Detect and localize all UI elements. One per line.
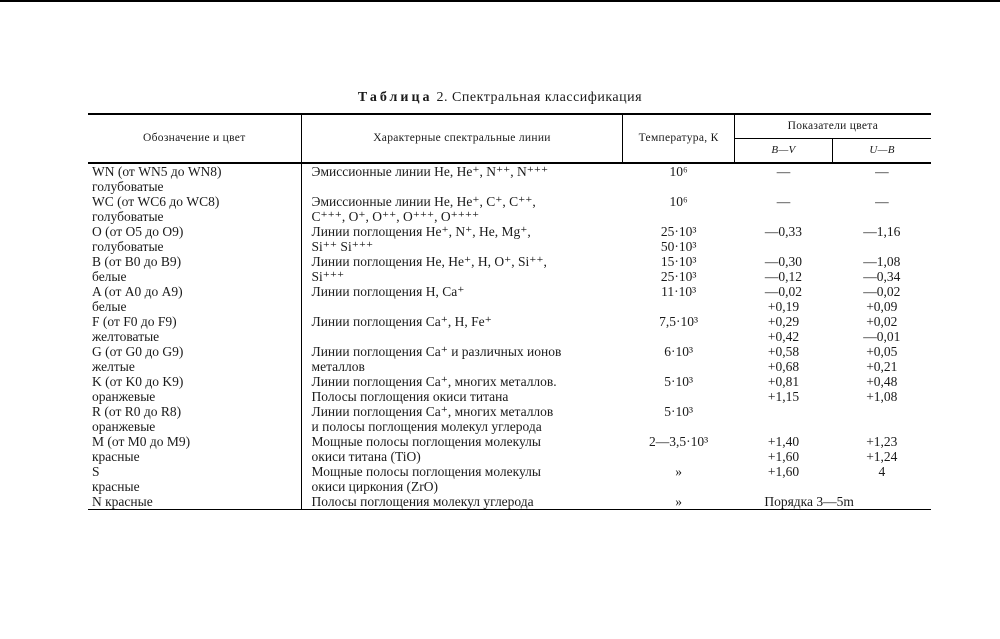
spectral-class: WN (от WN5 до WN8) <box>92 164 222 179</box>
bv-value-2: —0,12 <box>764 269 803 284</box>
ub-value: —0,02 <box>863 284 901 299</box>
caption-prefix: Таблица <box>357 90 433 105</box>
temperature: 10⁶ <box>669 194 688 209</box>
header-lines: Характерные спектральные линии <box>301 114 623 163</box>
table-row <box>88 254 931 284</box>
spectral-lines-cont: Si⁺⁺⁺ <box>311 269 345 284</box>
spectral-class: F (от F0 до F9) <box>92 314 177 329</box>
star-color: голубоватые <box>92 179 164 194</box>
caption-text: 2. Спектральная классификация <box>436 90 643 105</box>
bv-value-2: +0,19 <box>767 299 800 314</box>
ub-value: —1,16 <box>863 224 901 239</box>
bv-value: —0,33 <box>764 224 803 239</box>
spectral-lines: Линии поглощения Ca⁺, многих металлов. <box>311 374 557 389</box>
spectral-lines: Линии поглощения Ca⁺ и различных ионов <box>311 344 562 359</box>
temperature: 5·10³ <box>664 374 693 389</box>
table-row <box>88 163 931 194</box>
temperature: 6·10³ <box>664 344 693 359</box>
spectral-class: M (от M0 до M9) <box>92 434 191 449</box>
ub-value: +1,23 <box>866 434 898 449</box>
table-row <box>88 404 931 434</box>
ub-value: 4 <box>878 464 886 479</box>
bv-value-2: +1,15 <box>767 389 800 404</box>
spectral-lines: Линии поглощения Ca⁺, H, Fe⁺ <box>311 314 492 329</box>
ub-value-2: +1,24 <box>866 449 898 464</box>
temperature: 2—3,5·10³ <box>649 434 709 449</box>
ub-value-2: —0,01 <box>863 329 901 344</box>
temperature: 11·10³ <box>661 284 697 299</box>
bv-value: —0,02 <box>764 284 803 299</box>
spectral-lines-cont: Полосы поглощения окиси титана <box>311 389 509 404</box>
bv-value-2: +0,42 <box>767 329 800 344</box>
temperature-2: 50·10³ <box>660 239 697 254</box>
bv-value: — <box>776 194 791 209</box>
spectral-lines: Линии поглощения Ca⁺, многих металлов <box>311 404 554 419</box>
temperature: » <box>675 464 682 479</box>
bv-value-2: +0,68 <box>767 359 800 374</box>
spectral-class: K (от K0 до K9) <box>92 374 184 389</box>
ub-value: — <box>875 164 889 179</box>
bv-value: +1,60 <box>767 464 800 479</box>
spectral-lines-cont: металлов <box>311 359 365 374</box>
spectral-class: B (от B0 до B9) <box>92 254 182 269</box>
table-row <box>88 194 931 224</box>
star-color: голубоватые <box>92 239 164 254</box>
ub-value: —1,08 <box>863 254 901 269</box>
header-designation: Обозначение и цвет <box>88 114 301 163</box>
star-color: оранжевые <box>92 389 156 404</box>
top-border-line <box>0 0 1000 2</box>
star-color: красные <box>92 479 140 494</box>
header-bv: B—V <box>734 139 832 164</box>
table-row <box>88 344 931 374</box>
spectral-lines: Линии поглощения He, He⁺, H, O⁺, Si⁺⁺, <box>311 254 547 269</box>
spectral-lines: Мощные полосы поглощения молекулы <box>311 434 541 449</box>
spectral-class: R (от R0 до R8) <box>92 404 182 419</box>
spectral-lines: Эмиссионные линии He, He⁺, C⁺, C⁺⁺, <box>311 194 536 209</box>
spectral-lines: Линии поглощения He⁺, N⁺, He, Mg⁺, <box>311 224 531 239</box>
bv-value: +0,58 <box>767 344 800 359</box>
temperature: 5·10³ <box>664 404 693 419</box>
spectral-class: O (от O5 до O9) <box>92 224 184 239</box>
color-index-range: Порядка 3—5m <box>764 494 854 509</box>
star-color: красные <box>92 449 140 464</box>
temperature-2: 25·10³ <box>660 269 697 284</box>
bv-value: —0,30 <box>764 254 803 269</box>
table-row <box>88 434 931 464</box>
table-caption <box>280 90 720 106</box>
bv-value: — <box>776 164 791 179</box>
ub-value-2: +0,21 <box>866 359 898 374</box>
spectral-lines-cont: и полосы поглощения молекул углерода <box>311 419 542 434</box>
table-row <box>88 224 931 254</box>
spectral-class: WC (от WC6 до WC8) <box>92 194 220 209</box>
spectral-classification-table <box>88 113 931 510</box>
table-row <box>88 374 931 404</box>
temperature: 15·10³ <box>660 254 697 269</box>
star-color: желтые <box>92 359 135 374</box>
bv-value: +0,81 <box>767 374 800 389</box>
ub-value: +0,05 <box>866 344 898 359</box>
star-color: белые <box>92 269 127 284</box>
table-row <box>88 464 931 494</box>
temperature: 7,5·10³ <box>659 314 699 329</box>
ub-value-2: +1,08 <box>866 389 898 404</box>
temperature: 25·10³ <box>660 224 697 239</box>
table-row <box>88 284 931 314</box>
header-ub: U—B <box>833 139 931 164</box>
bv-value-2: +1,60 <box>767 449 800 464</box>
ub-value-2: —0,34 <box>863 269 901 284</box>
star-color: голубоватые <box>92 209 164 224</box>
temperature: » <box>675 494 682 509</box>
star-color: оранжевые <box>92 419 156 434</box>
ub-value: +0,02 <box>866 314 898 329</box>
header-temperature: Температура, К <box>623 114 734 163</box>
spectral-lines: Полосы поглощения молекул углерода <box>311 494 534 509</box>
spectral-lines-cont: Si⁺⁺ Si⁺⁺⁺ <box>311 239 374 254</box>
spectral-class: G (от G0 до G9) <box>92 344 184 359</box>
spectral-lines: Линии поглощения H, Ca⁺ <box>311 284 465 299</box>
temperature: 10⁶ <box>669 164 688 179</box>
table-row <box>88 314 931 344</box>
ub-value: — <box>875 194 889 209</box>
star-color: белые <box>92 299 127 314</box>
spectral-lines: Мощные полосы поглощения молекулы <box>311 464 541 479</box>
ub-value: +0,48 <box>866 374 898 389</box>
table-row <box>88 494 931 510</box>
spectral-lines-cont: окиси циркония (ZrO) <box>311 479 439 494</box>
ub-value-2: +0,09 <box>866 299 898 314</box>
spectral-lines-cont: C⁺⁺⁺, O⁺, O⁺⁺, O⁺⁺⁺, O⁺⁺⁺⁺ <box>311 209 480 224</box>
header-color-indices: Показатели цвета <box>734 114 931 139</box>
star-color: желтоватые <box>92 329 160 344</box>
spectral-class: A (от A0 до A9) <box>92 284 183 299</box>
bv-value: +0,29 <box>767 314 800 329</box>
spectral-class: N красные <box>92 494 153 509</box>
bv-value: +1,40 <box>767 434 800 449</box>
spectral-lines-cont: окиси титана (TiO) <box>311 449 421 464</box>
spectral-lines: Эмиссионные линии He, He⁺, N⁺⁺, N⁺⁺⁺ <box>311 164 549 179</box>
spectral-class: S <box>92 464 100 479</box>
